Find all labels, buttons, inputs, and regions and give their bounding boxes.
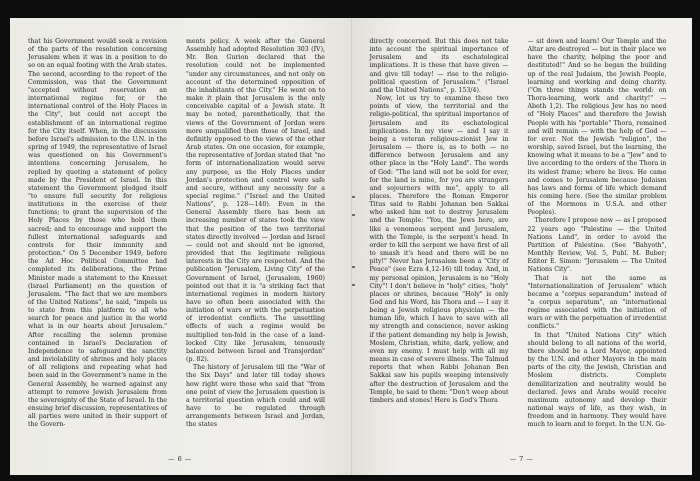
right-page-column-1 <box>370 38 509 405</box>
paragraph: Now, let us try to examine these two points of view, the territorial and the religio-political, the spiritual importance of Jerusalem and its eschatological implications. In my view — and I say it being a veteran religious-zionist Jew in Jerusalem — there is, as to both — no difference between Jerusalem and any other place in the "Holy Land". The words of God: "The land will not be sold for ever, for the land is mine, for you are strangers and sojourners with me", apply to all places. Therefore the Roman Emperor Titus said to Rabbi Johanan ben Sakkai who asked him not to destroy Jerusalem and the Temple: "You, the Jews here, are like a venomous serpent and Jerusalem, with the Temple, is the serpent's head. In order to kill the serpent we have first of all to smash it's head and there will be no pity!" Never has Jerusalem been a "City of Peace" (see Ezra 4,12-16) till today. And, in my personal opinion, Jerusalem is no "Holy City"! I don't believe in "holy" cities, "holy" places or shrines, because "Holy" is only God and his Word, his Thora and — I say it being a Jewish religious physician — the human life, which I have to save with all my strength and conscience, never asking if the patient demanding my help is Jewish, Moslem, Christian, white, dark, yellow, and even my enemy. I must help with all my means in case of severe illness. The Talmud reports that when Rabbi Johanan Ben Sakkai saw his pupils weeping intensively after the destruction of Jerusalem and the Temple, he said to them: "Don't weep about timbers and stones! Here is God's Thora <box>369 95 509 404</box>
left-page-column-2 <box>186 38 325 430</box>
paragraph: directly concerned. But this does not take into account the spiritual importance of Jerusalem and its eschatological implications. It is these that have given — and give till today! — rise to the religio-political question of Jerusalem." ("Israel and the United Nations", p. 153/4). <box>369 38 509 94</box>
paragraph: The history of Jerusalem till the "War of the Six Days" and later till today shows how right were those who said that "from one point of view the Jerusalem question is a territorial question which could and will have to be regulated through arrangements between Israel and Jordan, the states <box>186 364 325 429</box>
paragraph: — sit down and learn! Our Temple and the Altar are destroyed — but in their place we have the charity, helping the poor and destituted!" And so he began the building up of the real Judaism, the Jewish People, learning and working and doing charity. ("On three things stands the world: on Thora-learning, work and charity!" — Aboth 1,2). The religious Jew has no need of "Holy Places" and therefore the Jewish People with his "portable" Thora, remained and will remain — with the help of God — for ever. Not the Jewish "religion", the worship, saved Israel, but the learning, the knowing what it means to be a "Jew" and to live according to the orders of the Thora in its widest frame; where he lives. He came and comes to Jerusalem because Judaism has laws and forms of life which demand his coming here. (See the similar problem of the Mormons in U.S.A. and other Peoples). <box>527 38 667 217</box>
right-page-column-2 <box>528 38 667 430</box>
booklet-spread <box>10 18 692 475</box>
paragraph: That is not the same as "Internationalization of Jerusalem" which became a "corpus separandum" instead of "a corpus separatum", an "international regime associated with the initiation of wars or with the perpetuation of irredentist conflicts." <box>527 274 667 331</box>
page-number: — 6 — <box>168 455 192 463</box>
left-page-column-1 <box>28 38 167 430</box>
paragraph: ments policy. A week after the General Assembly had adopted Resolution 303 (IV), Mr. Ben Gurion declared that the resolution could not be implemented "under any circumstances, and not only on account of the determined opposition of the inhabitants of the City." He went on to make it plain that Jerusalem is the only conceivable capital of a Jewish state. It may be noted, parenthetically, that the views of the Government of Jordan were more unqualified then those of Israel, and definitly opposed to the views of the other Arab states. On one occasion, for example, the representative of Jordan stated that "no form of internationalization would serve any purpose, as the Holy Places under Jordan's protection and control were safe and secure, without any necessity for a special regime." ("Israel and the United Nations", p. 128—140). Even in the General Assembly there has been an increasing number of states took the view that the position of the two territorial states directly involved — Jordan and Israel — could not and should not be ignored, provided that the legitimate religious interests in the City are respected. And the publication "Jerusalem, Living City" of the Government of Israel, (Jerusalem, 1960) pointed out that it is "a striking fact that international regimes in modern history have so often been associated with the initiation of wars or with the perpetuation of irredentist conflicts. The unsettling effects of such a regime would be multiplied ten-fold in the case of a land-locked City like Jerusalem, tenuously balanced between Israel and Transjordan" (p. 82). <box>186 38 325 364</box>
page-number: — 7 — <box>509 455 534 463</box>
staple-icon <box>352 266 355 286</box>
staple-icon <box>352 196 355 216</box>
paragraph: In that "United Nations City" which should belong to all nations of the world, there should be a Lord Mayor, appointed by the U.N. and other Mayors in the main parts of the city, the Jewish, Christian and Moslem districts. Complete demilitarization and neutrality would be declared. Jews and Arabs would receive maximum autonomy and develop their national ways of life, as they wish, in freedom and in harmony. They would have much to learn and to forget. In the U.N. Ge- <box>527 331 667 429</box>
right-page <box>352 18 693 475</box>
paragraph: that his Government would seek a revision of the parts of the resolution concerning Jerusalem when it was in a position to do so on an equal footing with the Arab states. The second, according to the report of the Commission, was that the Government "accepted without reservation an international regime for, or the international control of the Holy Places in the City", but could not accept the establishment of an international regime for the City itself. When, in the discussion before Israel's admission to the U.N. in the spring of 1949, the representative of Israel was questioned on his Government's intentions concerning Jerusalem, he replied by quoting a statement of policy made by the President of Israel. In this statement the Government pledged itself "to ensure full security for religious institutions in the exercise of their functions; to grant the supervision of the Holy Places by those who hold them sacred; and to encourage and support the fullest international safeguards and controls for their immunity and protection." On 5 December 1949, before the Ad Hoc Political Committee had completed its deliberations, the Prime Minister made a statement to the Knesset (Israel Parliament) on the question of Jerusalem. "The fact that we are members of the United Nations", he said, "impels us to state from this platform to all who search for peace and justice in the world what is in our hearts about Jerusalem." After recalling the solemn promise contained in Israel's Declaration of Independence to safeguard the sanctity and inviolability of shrines and holy places of all religions and repeating what had been said in the Government's name in the General Assembly, he warned against any attempt to remove Jewish Jerusalem from the sovereignty of the State of Israel. In the ensuing brief discussion, representatives of all parties were united in their support of the Govern- <box>28 38 168 429</box>
left-page <box>10 18 352 475</box>
paragraph: Therefore I propose now — as I proposed 22 years ago "Palestine — the United Nations Land", in order to avoid the Partition of Palestine. (See "Bahyoth", Monthly Review, Vol. 5, Publ. M. Buber; Editor E. Simon: "Jerusalem — The United Nations City". <box>527 217 667 274</box>
